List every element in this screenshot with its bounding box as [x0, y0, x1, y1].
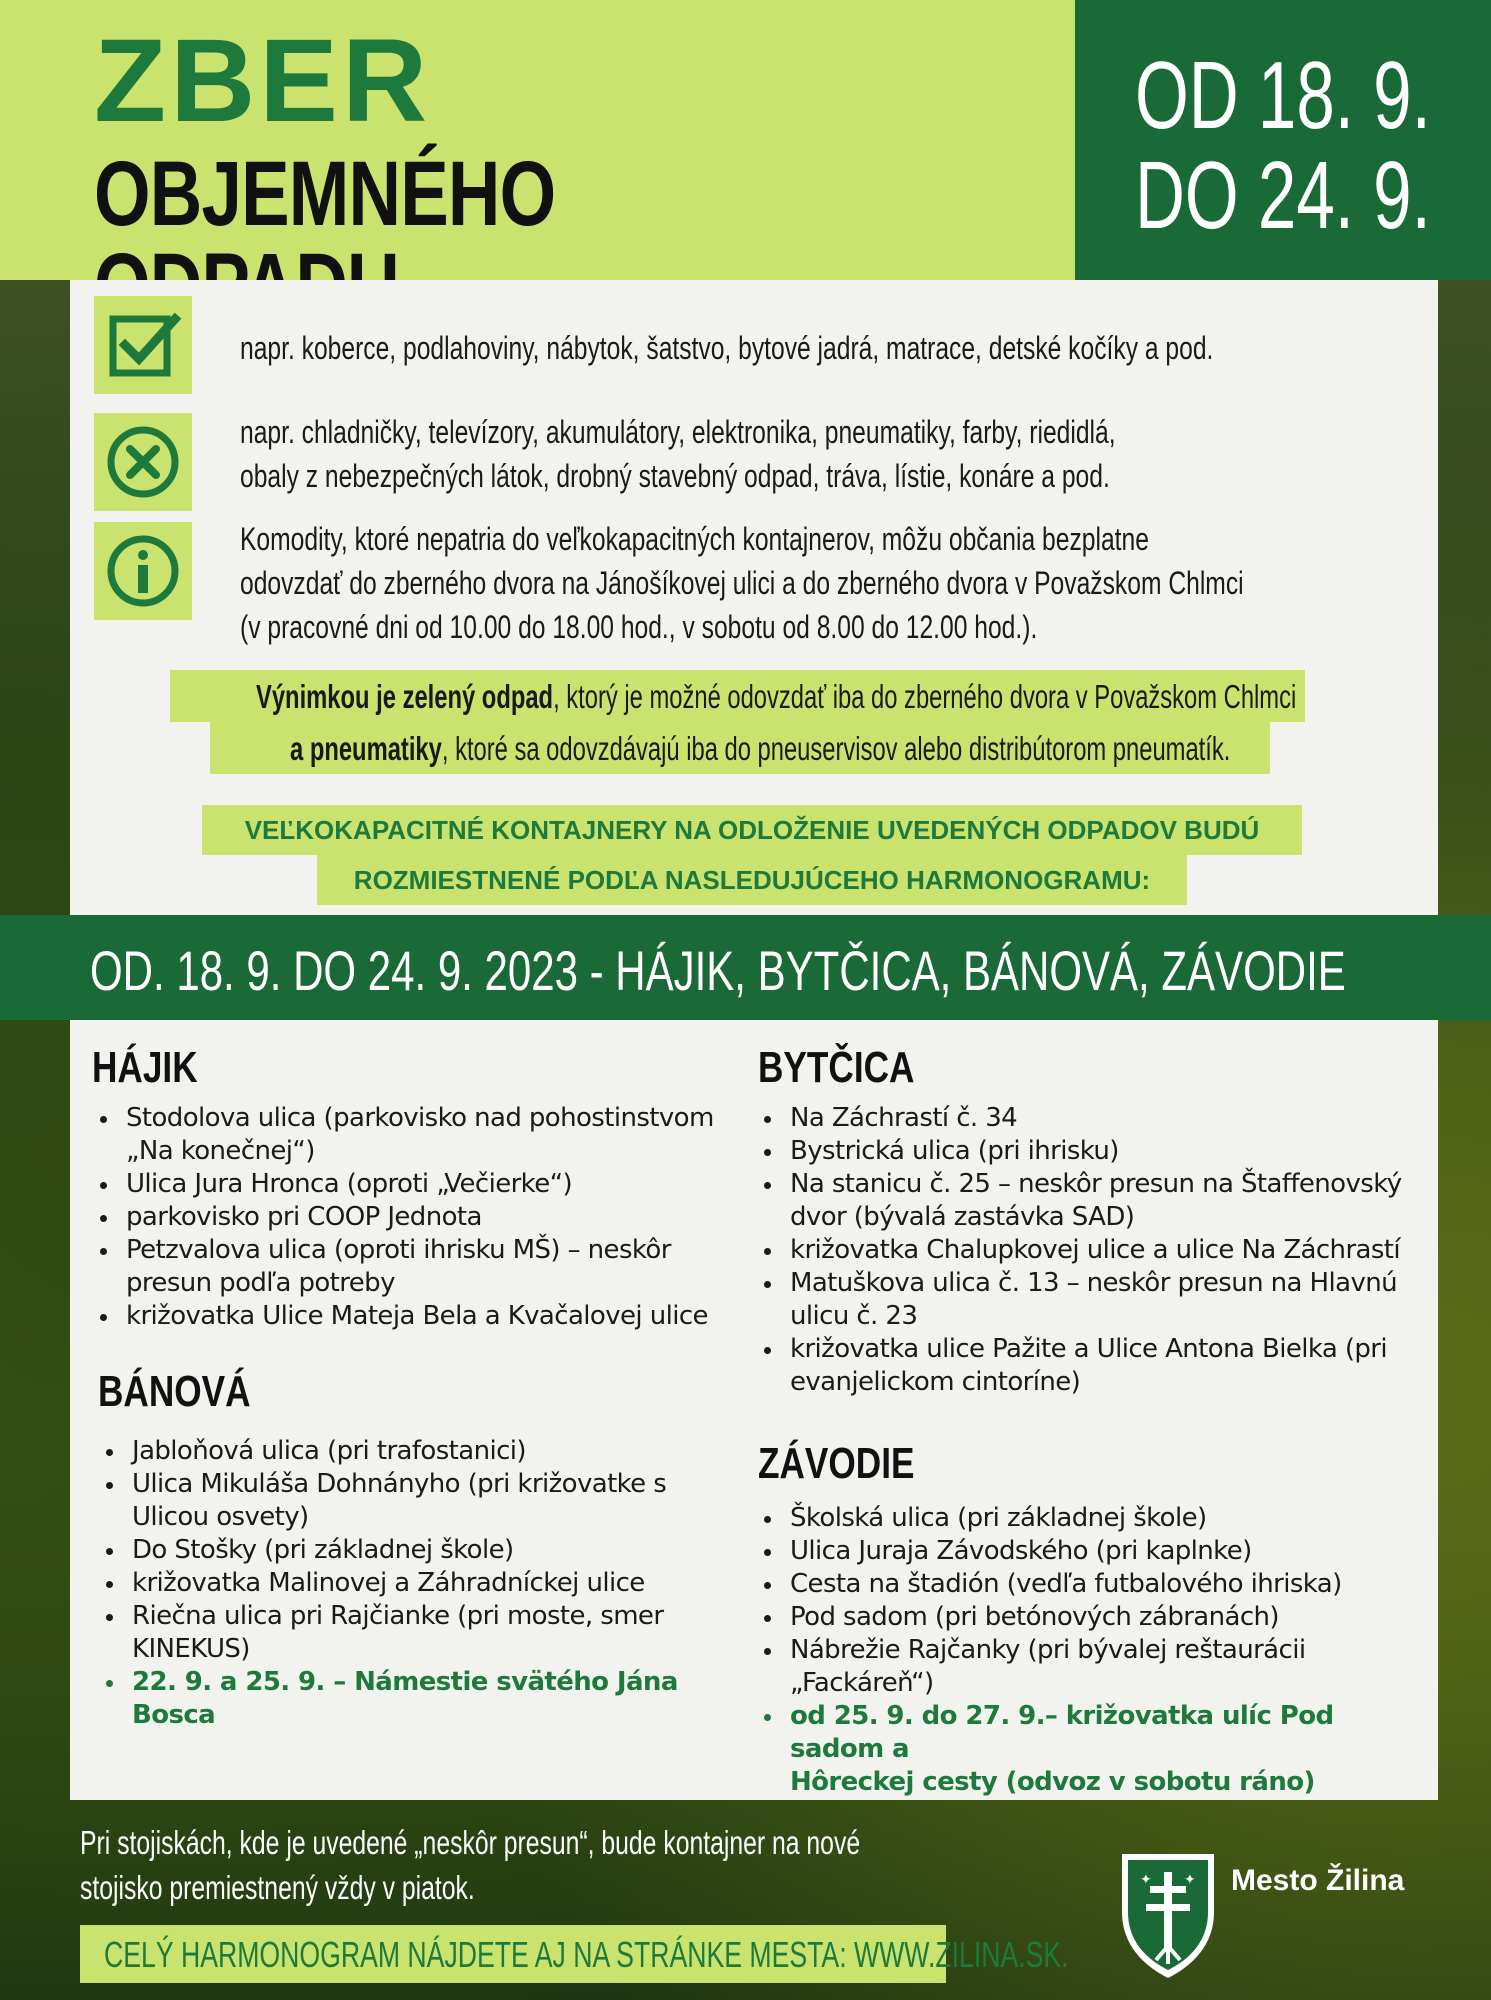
list-item: Do Stošky (pri základnej škole) [102, 1534, 742, 1567]
title-objemneho-odpadu: OBJEMNÉHO [94, 143, 556, 245]
forbidden-icon-box [94, 413, 192, 511]
list-item: križovatka Ulice Mateja Bela a Kvačalovej ulice [96, 1300, 736, 1333]
list-item: KINEKUS) [132, 1634, 250, 1664]
list-item: ulicu č. 23 [790, 1301, 918, 1331]
website-link[interactable]: CELÝ HARMONOGRAM NÁJDETE AJ NA STRÁNKE MESTA: WWW.ZILINA.SK. [104, 1934, 1069, 1975]
zilina-coat-of-arms-icon [1118, 1850, 1218, 1980]
title-zber: ZBER [94, 15, 432, 147]
exception-line-1: Výnimkou je zelený odpad, ktorý je možné odovzdať iba do zberného dvora v Považskom Chlmci [256, 678, 1297, 715]
area-title-hajik: HÁJIK [92, 1043, 198, 1092]
allowed-icon-box [94, 296, 192, 394]
website-bar [80, 1925, 1069, 1983]
area-list-bytcica [760, 1102, 1420, 1399]
list-item: Ulica Mikuláša Dohnányho (pri križovatke s [102, 1468, 742, 1501]
list-item: Jabloňová ulica (pri trafostanici) [102, 1435, 742, 1468]
list-item: Petzvalova ulica (oproti ihrisku MŠ) – neskôr [96, 1234, 736, 1267]
schedule-title: OD. 18. 9. DO 24. 9. 2023 - HÁJIK, BYTČICA, BÁNOVÁ, ZÁVODIE [90, 939, 1346, 1002]
list-item: dvor (bývalá zastávka SAD) [790, 1202, 1135, 1232]
list-item: Bystrická ulica (pri ihrisku) [760, 1135, 1420, 1168]
list-item: križovatka Malinovej a Záhradníckej ulice [102, 1567, 742, 1600]
list-item: 22. 9. a 25. 9. – Námestie svätého Jána Bosca [102, 1666, 742, 1732]
list-item: Cesta na štadión (vedľa futbalového ihriska) [760, 1568, 1420, 1601]
info-line-1: Komodity, ktoré nepatria do veľkokapacitných kontajnerov, môžu občania bezplatne [240, 521, 1149, 557]
area-list-hajik [96, 1102, 736, 1333]
area-list-banova [102, 1435, 742, 1732]
list-item: Ulica Juraja Závodského (pri kaplnke) [760, 1535, 1420, 1568]
list-item: križovatka Chalupkovej ulice a ulice Na Záchrastí [760, 1234, 1420, 1267]
list-item: Riečna ulica pri Rajčianke (pri moste, smer [102, 1600, 742, 1633]
city-name: Mesto Žilina [1231, 1864, 1405, 1897]
list-item: Školská ulica (pri základnej škole) [760, 1502, 1420, 1535]
forbidden-line-2: obaly z nebezpečných látok, drobný stavebný odpad, tráva, lístie, konáre a pod. [240, 458, 1110, 495]
locations-panel [70, 1020, 1438, 1800]
notice-box [202, 805, 1302, 905]
list-item: Hôreckej cesty (odvoz v sobotu ráno) [790, 1767, 1315, 1797]
header-date-area [1075, 0, 1491, 280]
notice-line-2: ROZMIESTNENÉ PODĽA NASLEDUJÚCEHO HARMONOGRAMU: [353, 865, 1151, 895]
footer-note-line-2: stojisko premiestnený vždy v piatok. [80, 1869, 475, 1906]
list-item: „Na konečnej“) [126, 1136, 315, 1166]
forbidden-items-text [240, 410, 1116, 498]
header-title-area [0, 0, 1075, 280]
exception-box [170, 670, 1305, 774]
circle-x-icon [103, 422, 183, 502]
list-item: Ulicou osvety) [132, 1502, 309, 1532]
list-item: Na Záchrastí č. 34 [760, 1102, 1420, 1135]
list-item: parkovisko pri COOP Jednota [96, 1201, 736, 1234]
area-title-banova: BÁNOVÁ [98, 1367, 251, 1416]
info-icon-box [94, 522, 192, 620]
allowed-items-text: napr. koberce, podlahoviny, nábytok, šatstvo, bytové jadrá, matrace, detské kočíky a pod. [240, 330, 1214, 366]
list-item: Pod sadom (pri betónových zábranách) [760, 1601, 1420, 1634]
area-title-zavodie: ZÁVODIE [758, 1439, 915, 1488]
list-item: Matuškova ulica č. 13 – neskôr presun na Hlavnú [760, 1267, 1420, 1300]
svg-text:✦: ✦ [1140, 1872, 1152, 1888]
info-icon [103, 531, 183, 611]
footer-note-line-1: Pri stojiskách, kde je uvedené „neskôr presun“, bude kontajner na nové [80, 1824, 861, 1861]
forbidden-line-1: napr. chladničky, televízory, akumulátory, elektronika, pneumatiky, farby, riedidlá, [240, 414, 1116, 450]
list-item: presun podľa potreby [126, 1268, 395, 1298]
svg-text:✦: ✦ [1184, 1872, 1196, 1888]
list-item: od 25. 9. do 27. 9.– križovatka ulíc Pod sadom a [760, 1700, 1420, 1766]
list-item: Ulica Jura Hronca (oproti „Večierke“) [96, 1168, 736, 1201]
checkbox-check-icon [103, 305, 183, 385]
info-line-3: (v pracovné dni od 10.00 do 18.00 hod., v sobotu od 8.00 do 12.00 hod.). [240, 609, 1038, 646]
list-item: Na stanicu č. 25 – neskôr presun na Štaffenovský [760, 1168, 1420, 1201]
list-item: „Fackáreň“) [790, 1668, 934, 1698]
list-item: Nábrežie Rajčanky (pri bývalej reštaurácii [760, 1634, 1420, 1667]
area-list-zavodie [760, 1502, 1420, 1799]
list-item: evanjelickom cintoríne) [790, 1367, 1081, 1397]
rules-panel [70, 280, 1438, 915]
info-line-2: odovzdať do zberného dvora na Jánošíkovej ulici a do zberného dvora v Považskom Chlmci [240, 565, 1244, 602]
schedule-bar [0, 915, 1491, 1020]
date-from: OD 18. 9. [1135, 42, 1431, 149]
exception-line-2: a pneumatiky, ktoré sa odovzdávajú iba do pneuservisov alebo distribútorom pneumatík. [290, 730, 1231, 767]
footer-note [80, 1820, 860, 1910]
list-item: križovatka ulice Pažite a Ulice Antona Bielka (pri [760, 1333, 1420, 1366]
date-to: DO 24. 9. [1135, 142, 1431, 249]
list-item: Stodolova ulica (parkovisko nad pohostinstvom [96, 1102, 736, 1135]
info-text [240, 517, 1244, 649]
area-title-bytcica: BYTČICA [758, 1043, 915, 1092]
notice-line-1: VEĽKOKAPACITNÉ KONTAJNERY NA ODLOŽENIE UVEDENÝCH ODPADOV BUDÚ [244, 815, 1260, 845]
